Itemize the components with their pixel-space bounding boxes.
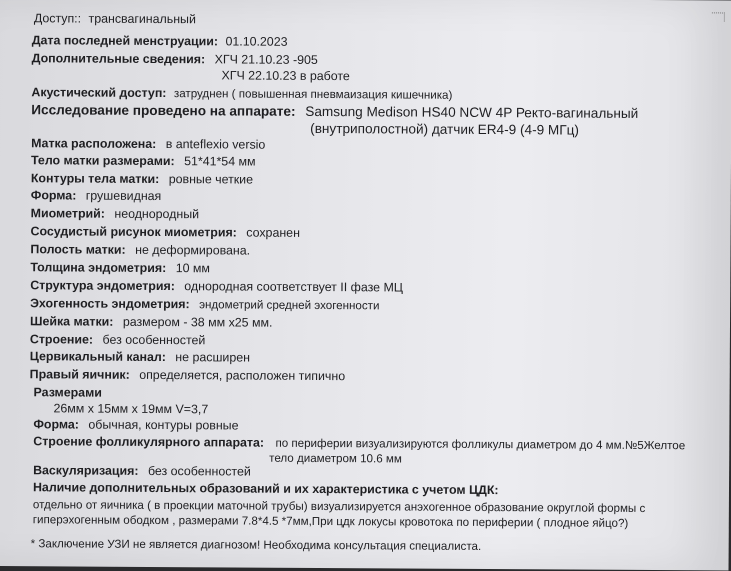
cervix-value: размером - 38 мм x25 мм. bbox=[122, 314, 273, 330]
vascularization-value: без особенностей bbox=[147, 463, 251, 479]
sizes-value: 26мм x 15мм x 19мм V=3,7 bbox=[53, 401, 209, 417]
ovary-form-row bbox=[33, 417, 238, 433]
lmp-row bbox=[32, 33, 288, 50]
form-label: Форма: bbox=[30, 188, 77, 203]
device-value-2: (внутриполостной) датчик ER4-9 (4-9 МГц) bbox=[310, 120, 580, 138]
right-ovary-row bbox=[30, 367, 346, 384]
myometrium-label: Миометрий: bbox=[30, 206, 105, 221]
extra-value-1: ХГЧ 21.10.23 -905 bbox=[214, 52, 318, 67]
access-row bbox=[34, 11, 196, 27]
device-value-1: Samsung Medison HS40 NCW 4P Ректо-вагинальный bbox=[305, 103, 639, 121]
endometrium-echo-value: эндометрий средней эхогенности bbox=[199, 298, 380, 313]
follicular-label: Строение фолликулярного аппарата: bbox=[33, 434, 265, 450]
canal-label: Цервикальный канал: bbox=[29, 349, 166, 365]
endometrium-thickness-value: 10 мм bbox=[175, 261, 211, 276]
cervix-row bbox=[30, 314, 273, 330]
device-label: Исследование проведено на аппарате: bbox=[31, 102, 296, 119]
form-row bbox=[31, 188, 162, 204]
cavity-label: Полость матки: bbox=[30, 242, 126, 257]
device-row bbox=[31, 102, 638, 121]
structure-row bbox=[30, 332, 206, 348]
endometrium-structure-label: Структура эндометрия: bbox=[30, 278, 175, 294]
access-label: Доступ:: bbox=[33, 11, 82, 26]
right-ovary-label: Правый яичник: bbox=[29, 367, 130, 382]
vascular-row bbox=[31, 224, 300, 241]
lmp-value: 01.10.2023 bbox=[225, 34, 288, 49]
additional-label: Наличие дополнительных образований и их характеристика с учетом ЦДК: bbox=[32, 480, 499, 498]
uterus-size-label: Тело матки размерами: bbox=[30, 153, 175, 169]
contours-row bbox=[31, 171, 253, 187]
endometrium-echo-label: Эхогенность эндометрия: bbox=[30, 296, 190, 312]
cavity-row bbox=[30, 242, 250, 258]
contours-value: ровные четкие bbox=[168, 172, 254, 187]
myometrium-value: неоднородный bbox=[114, 206, 200, 222]
uterus-position-row bbox=[31, 136, 265, 152]
extra-value-2: ХГЧ 22.10.23 в работе bbox=[221, 68, 350, 84]
canal-row bbox=[30, 349, 250, 365]
extra-label: Дополнительные сведения: bbox=[31, 51, 206, 67]
endometrium-structure-value: однородная соответствует II фазе МЦ bbox=[184, 279, 404, 295]
additional-text-1: отдельно от яичника ( в проекции маточной трубы) визуализируется анэхогенное образование округлой формы с bbox=[32, 498, 646, 515]
canal-value: не расширен bbox=[175, 350, 251, 365]
cavity-value: не деформирована. bbox=[135, 242, 251, 258]
structure-value: без особенностей bbox=[102, 332, 206, 348]
vascularization-label: Васкуляризация: bbox=[33, 463, 139, 478]
myometrium-row bbox=[31, 206, 200, 222]
follicular-value-2: тело диаметром 10.6 мм bbox=[269, 451, 402, 466]
right-ovary-value: определяется, расположен типично bbox=[139, 367, 346, 384]
vascular-label: Сосудистый рисунок миометрия: bbox=[30, 224, 237, 240]
lmp-label: Дата последней менструации: bbox=[31, 33, 219, 49]
endometrium-echo-row bbox=[30, 296, 379, 313]
additional-text-2: гиперэхогенным ободком , размерами 7.8*4.5 *7мм,При цдк локусы кровотока по периферии ( плодное яйцо?) bbox=[32, 513, 629, 530]
uterus-size-value: 51*41*54 мм bbox=[184, 154, 256, 169]
ovary-form-label: Форма: bbox=[33, 417, 80, 432]
vascular-value: сохранен bbox=[246, 225, 300, 240]
endometrium-thickness-label: Толщина эндометрия: bbox=[30, 260, 167, 276]
cervix-label: Шейка матки: bbox=[29, 314, 114, 329]
follicular-value-1: по периферии визуализируются фолликулы диаметром до 4 мм.№5Желтое bbox=[275, 436, 686, 453]
endometrium-thickness-row bbox=[30, 260, 210, 276]
endometrium-structure-row bbox=[30, 278, 403, 295]
structure-label: Строение: bbox=[29, 332, 94, 347]
contours-label: Контуры тела матки: bbox=[30, 171, 160, 187]
uterus-size-row bbox=[31, 153, 256, 169]
sizes-label: Размерами bbox=[33, 385, 102, 400]
access-value: трансвагинальный bbox=[88, 11, 196, 27]
form-value: грушевидная bbox=[85, 188, 162, 204]
acoustic-label: Акустический доступ: bbox=[31, 85, 167, 101]
extra-row bbox=[32, 51, 318, 68]
corner-mark bbox=[712, 12, 725, 21]
acoustic-value: затруднен ( повышенная пневмаизация кишечника) bbox=[173, 87, 453, 102]
ovary-form-value: обычная, контуры ровные bbox=[88, 417, 239, 433]
uterus-position-label: Матка расположена: bbox=[31, 136, 157, 151]
footer-disclaimer: * Заключение УЗИ не является диагнозом! Необходима консультация специалиста. bbox=[30, 537, 482, 553]
vascularization-row bbox=[33, 463, 251, 479]
acoustic-row bbox=[31, 85, 452, 103]
uterus-position-value: в anteflexio versio bbox=[165, 137, 266, 152]
